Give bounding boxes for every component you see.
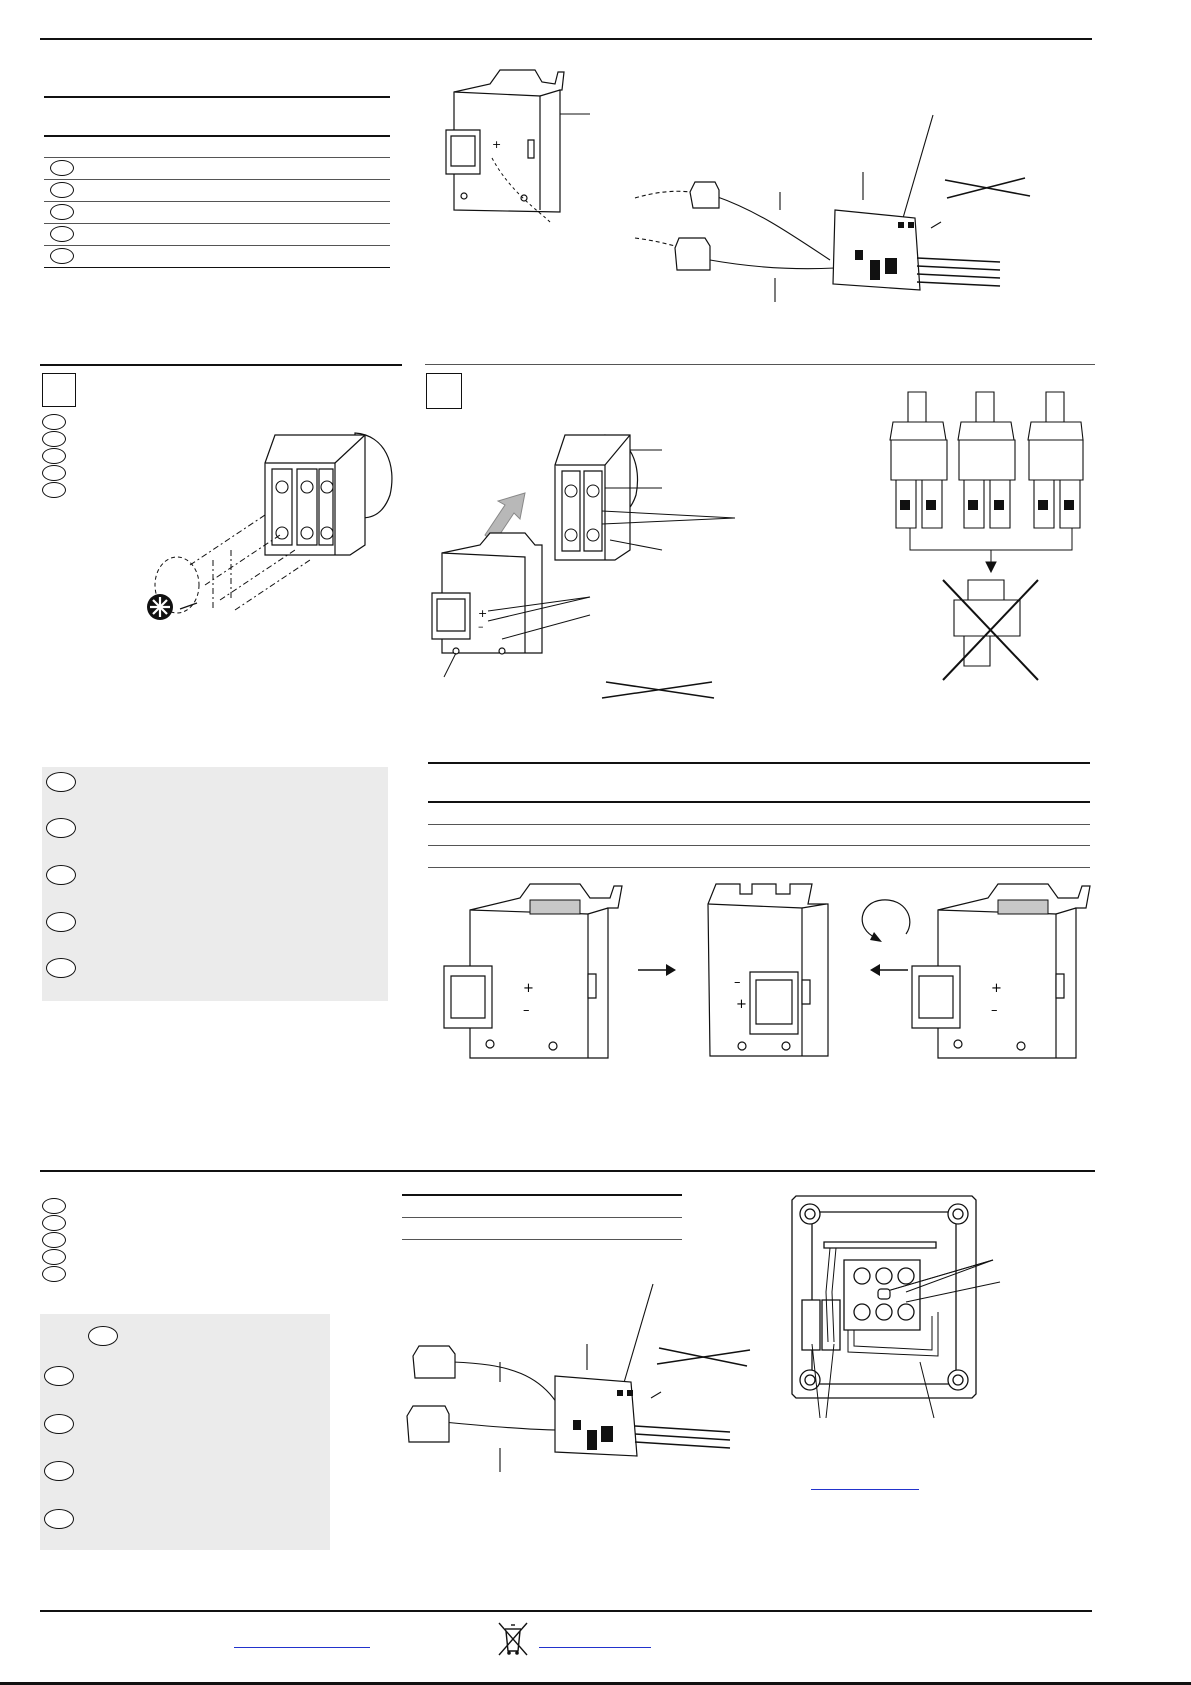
language-oval-icon (44, 1366, 74, 1386)
language-oval-icon (46, 958, 76, 978)
table-rule-top (428, 762, 1090, 764)
svg-text:+: + (736, 997, 747, 1012)
language-oval-icon (42, 482, 66, 498)
language-oval-icon (46, 912, 76, 932)
table-rule-header (428, 801, 1090, 803)
table-row-line (428, 824, 1090, 825)
language-oval-icon (44, 1414, 74, 1434)
top-rule (40, 38, 1092, 40)
contact-block-exploded-drawing (135, 425, 415, 625)
right-cross-out-mark (602, 680, 717, 702)
table-rule-top (402, 1194, 682, 1196)
table-row-line (428, 867, 1090, 868)
table-row-line (402, 1239, 682, 1240)
language-oval-icon (42, 1232, 66, 1248)
table-row-line (44, 201, 390, 202)
language-oval-icon (50, 160, 74, 176)
table-row-line (44, 157, 390, 158)
language-oval-icon (50, 248, 74, 264)
lower-circuit-drawing (405, 1282, 755, 1482)
svg-text:–: – (523, 1003, 530, 1018)
enclosure-drawing (788, 1192, 1018, 1432)
language-oval-icon (46, 818, 76, 838)
table-row-line (402, 1217, 682, 1218)
module-on-contact-block-drawing (430, 425, 760, 680)
language-oval-icon (44, 1509, 74, 1529)
language-oval-icon (88, 1326, 118, 1346)
language-oval-icon (42, 1266, 66, 1282)
table-row-line (44, 223, 390, 224)
language-oval-icon (50, 226, 74, 242)
language-oval-icon (42, 1198, 66, 1214)
language-oval-icon (50, 182, 74, 198)
language-oval-icon (46, 772, 76, 792)
svg-text:–: – (734, 975, 741, 990)
three-actuators-drawing (888, 390, 1083, 685)
language-oval-icon (42, 448, 66, 464)
language-oval-icon (50, 204, 74, 220)
weee-crossed-bin-icon (497, 1621, 529, 1657)
top-module-drawing (440, 62, 590, 222)
footer-link-left[interactable] (234, 1647, 370, 1648)
language-oval-icon (42, 414, 66, 430)
table-rule-top (44, 96, 390, 98)
polarity-sequence-drawing (440, 880, 1100, 1070)
left-note-box (42, 767, 388, 1001)
svg-text:–: – (478, 620, 484, 633)
table-rule-header (44, 135, 390, 137)
lower-note-box (40, 1314, 330, 1550)
table-row-line (44, 179, 390, 180)
left-section-rule (40, 364, 402, 366)
language-oval-icon (42, 465, 66, 481)
lower-section-rule (40, 1170, 1095, 1172)
language-oval-icon (42, 431, 66, 447)
language-oval-icon (42, 1215, 66, 1231)
svg-text:–: – (991, 1003, 998, 1018)
language-oval-icon (44, 1461, 74, 1481)
top-circuit-drawing (635, 110, 1035, 305)
right-section-rule (425, 364, 1095, 365)
table-rule-bottom (44, 267, 390, 268)
footer-link-top-right[interactable] (811, 1489, 919, 1490)
table-row-line (44, 245, 390, 246)
svg-text:+: + (478, 607, 488, 620)
svg-text:+: + (492, 138, 502, 151)
footer-link-right[interactable] (539, 1647, 651, 1648)
footer-rule (40, 1610, 1092, 1612)
svg-text:+: + (991, 981, 1002, 996)
table-row-line (428, 845, 1090, 846)
language-oval-icon (46, 865, 76, 885)
section-marker-box (426, 373, 462, 409)
svg-text:+: + (523, 981, 534, 996)
section-marker-box (42, 373, 76, 407)
language-oval-icon (42, 1249, 66, 1265)
